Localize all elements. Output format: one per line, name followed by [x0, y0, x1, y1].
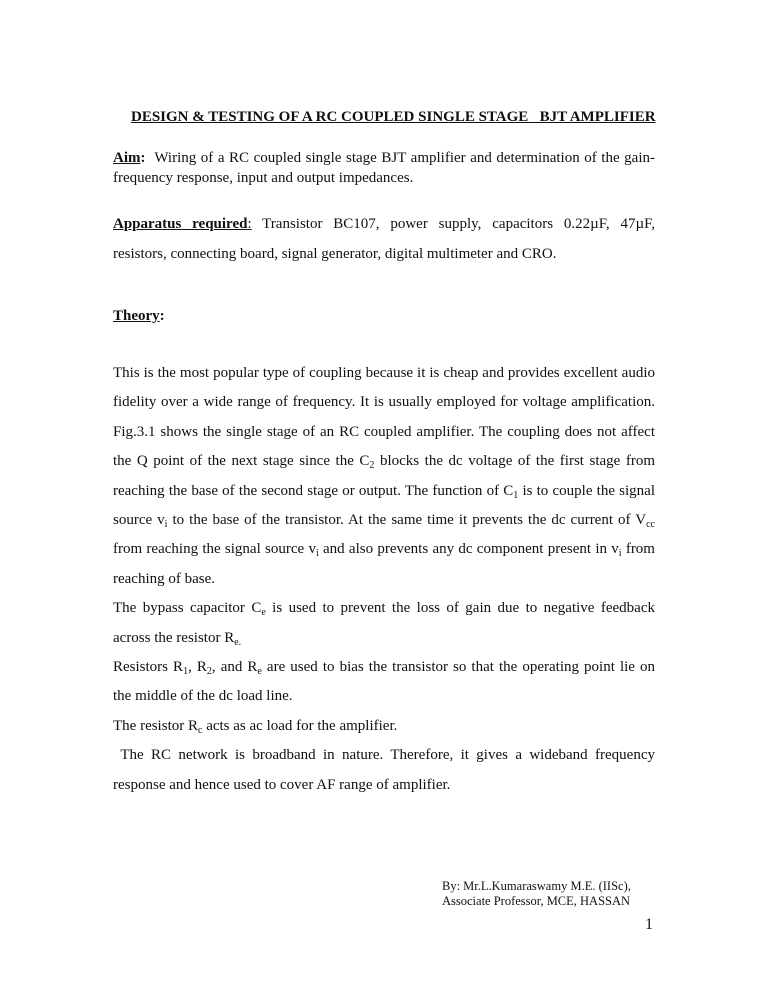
theory-label: Theory: [113, 308, 160, 324]
theory-text: from reaching the signal source v: [113, 541, 316, 558]
apparatus-line-1: [113, 214, 655, 234]
theory-text: across the resistor R: [113, 629, 235, 646]
subscript: i: [164, 519, 168, 531]
apparatus-text-2: resistors, connecting board, signal generator, digital multimeter and CRO.: [113, 246, 557, 262]
aim-section: [113, 148, 655, 188]
document-page: [113, 107, 655, 800]
theory-line: [113, 447, 655, 476]
theory-text: is to couple the signal: [518, 482, 656, 499]
theory-text: from: [621, 541, 655, 558]
theory-text: is used to prevent the loss of gain due to negative feedback: [265, 600, 655, 617]
apparatus-label: Apparatus required: [113, 216, 248, 232]
theory-line: [113, 653, 655, 682]
theory-line: [113, 682, 655, 711]
subscript: e.: [234, 636, 242, 648]
theory-text: , R: [188, 659, 207, 676]
theory-line: [113, 712, 655, 741]
theory-text: Fig.3.1 shows the single stage of an RC coupled amplifier. The coupling does not affect: [113, 423, 655, 440]
theory-text: Resistors R: [113, 659, 184, 676]
author-footer: [442, 879, 631, 909]
theory-line: [113, 741, 655, 770]
theory-text: source v: [113, 512, 165, 529]
theory-heading: [113, 306, 655, 326]
page-number: 1: [645, 916, 653, 933]
theory-text: acts as ac load for the amplifier.: [202, 717, 398, 734]
theory-text: The resistor R: [113, 717, 198, 734]
theory-line: [113, 418, 655, 447]
theory-text: fidelity over a wide range of frequency. It is usually employed for voltage amplification.: [113, 394, 655, 411]
document-title: DESIGN & TESTING OF A RC COUPLED SINGLE STAGE BJT AMPLIFIER: [131, 109, 656, 125]
subscript: i: [315, 548, 319, 560]
theory-line: [113, 624, 655, 653]
subscript: e: [257, 666, 262, 678]
aim-line-1: [113, 148, 655, 168]
author-line-1: By: Mr.L.Kumaraswamy M.E. (IISc),: [442, 879, 631, 893]
subscript: 1: [513, 489, 519, 501]
subscript: e: [261, 607, 266, 619]
theory-line: [113, 359, 655, 388]
subscript: c: [197, 724, 203, 736]
theory-text: are used to bias the transistor so that the operating point lie on: [261, 659, 655, 676]
apparatus-section: [113, 214, 655, 264]
theory-text: The bypass capacitor C: [113, 600, 262, 617]
subscript: 2: [369, 460, 375, 472]
theory-text: and also prevents any dc component present in v: [318, 541, 619, 558]
theory-text: the middle of the dc load line.: [113, 688, 293, 705]
apparatus-colon: :: [247, 216, 252, 232]
subscript: i: [618, 548, 622, 560]
theory-line: [113, 535, 655, 564]
theory-text: reaching the base of the second stage or output. The function of C: [113, 482, 514, 499]
subscript: 2: [206, 666, 212, 678]
apparatus-text-1: Transistor BC107, power supply, capacitors 0.22µF, 47µF,: [262, 216, 655, 232]
theory-line: [113, 506, 655, 535]
subscript: 1: [183, 666, 189, 678]
theory-line: [113, 477, 655, 506]
theory-text: , and R: [211, 659, 258, 676]
theory-line: [113, 388, 655, 417]
theory-text: the Q point of the next stage since the C: [113, 453, 370, 470]
theory-text: response and hence used to cover AF range of amplifier.: [113, 776, 451, 793]
aim-text-2: frequency response, input and output impedances.: [113, 170, 414, 186]
theory-text: This is the most popular type of coupling because it is cheap and provides excellent audio: [113, 365, 655, 381]
aim-text-1: Wiring of a RC coupled single stage BJT amplifier and determination of the gain-: [154, 150, 656, 166]
author-line-2: Associate Professor, MCE, HASSAN: [442, 894, 631, 908]
theory-text: The RC network is broadband in nature. Therefore, it gives a wideband frequency: [113, 747, 655, 764]
theory-text: blocks the dc voltage of the first stage from: [374, 453, 655, 470]
theory-line: [113, 594, 655, 623]
theory-line: [113, 565, 655, 594]
theory-text: reaching of base.: [113, 570, 216, 587]
theory-body: [113, 359, 655, 800]
aim-label: Aim: [113, 150, 141, 166]
theory-text: to the base of the transistor. At the same time it prevents the dc current of V: [167, 512, 647, 529]
aim-colon: :: [140, 150, 146, 166]
theory-colon: :: [159, 308, 165, 324]
subscript: cc: [646, 519, 655, 531]
theory-line: [113, 771, 655, 800]
